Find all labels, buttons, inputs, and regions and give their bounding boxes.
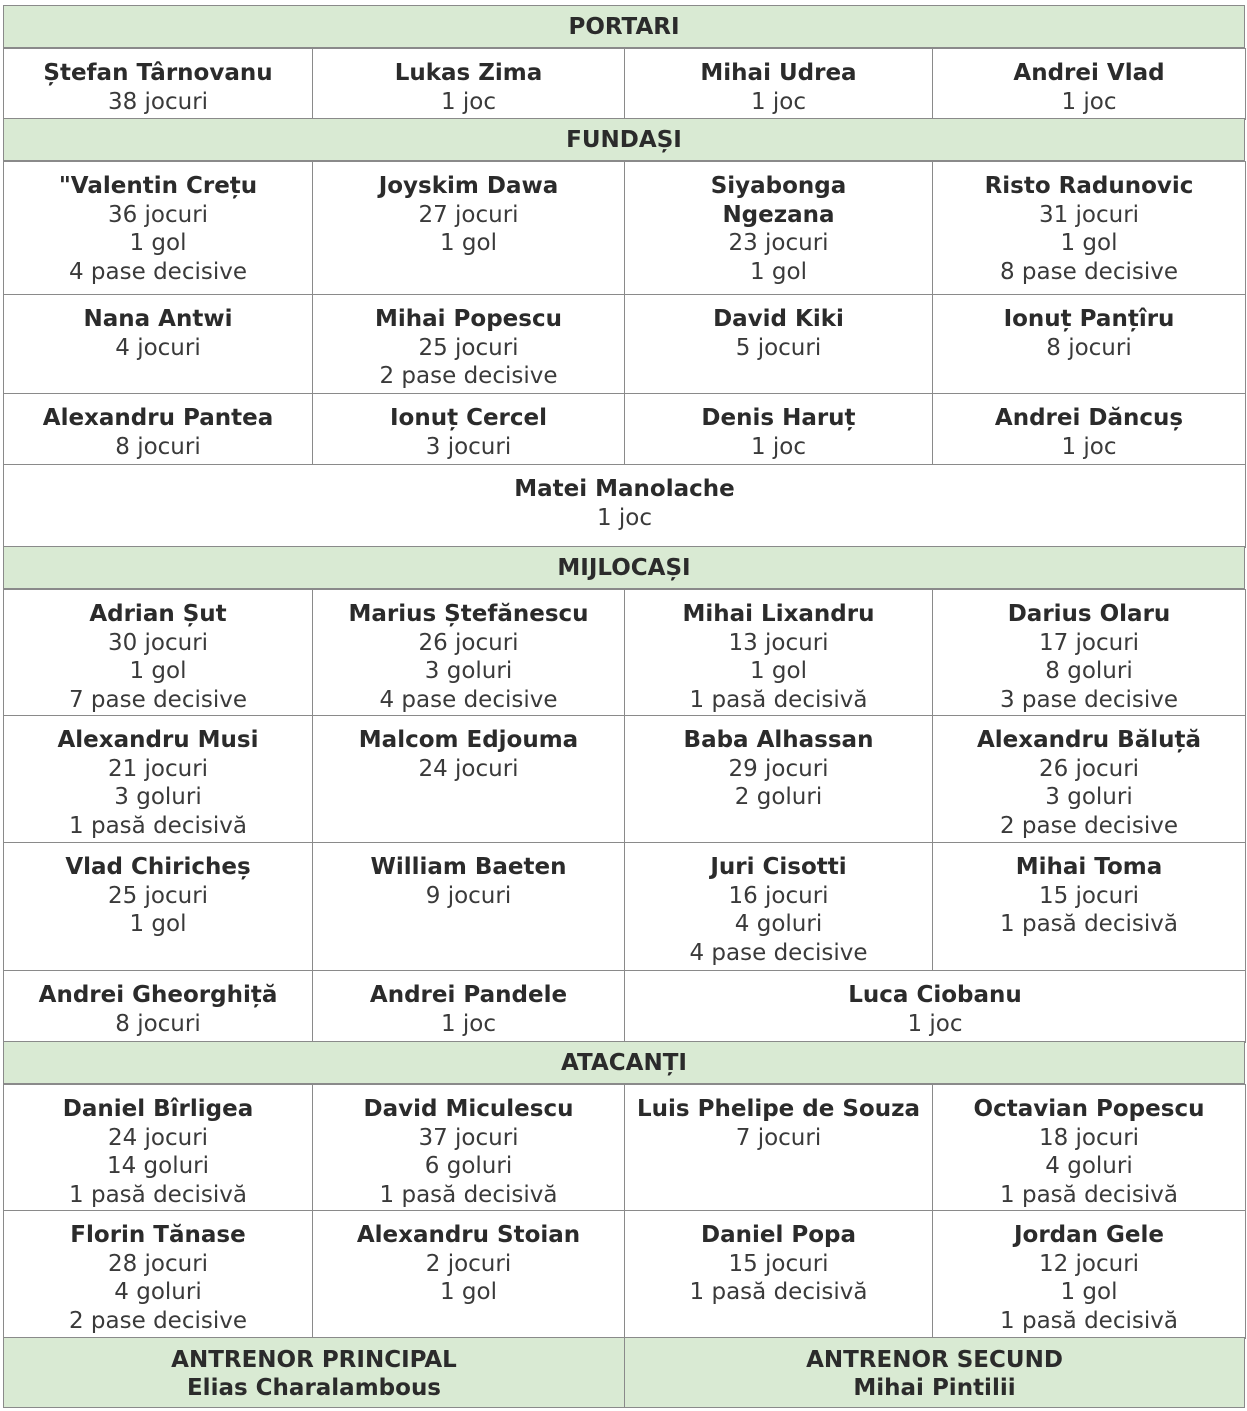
- player-stat: 25 jocuri: [418, 334, 519, 361]
- player-cell: [312, 970, 625, 1043]
- player-name: Nana Antwi: [83, 306, 233, 332]
- player-name: Adrian Șut: [89, 601, 227, 627]
- player-stat: 18 jocuri: [1038, 1124, 1140, 1151]
- player-stat: 1 joc: [1061, 88, 1117, 115]
- section-header-fundasi: [3, 118, 1245, 161]
- player-cell: [312, 161, 625, 296]
- player-stat: 38 jocuri: [107, 88, 209, 115]
- player-stat: 1 joc: [750, 88, 807, 115]
- player-cell: [3, 715, 313, 844]
- player-stat: 3 jocuri: [425, 433, 512, 460]
- player-name: Alexandru Băluță: [976, 727, 1202, 753]
- player-name: Daniel Popa: [700, 1222, 856, 1248]
- player-stat: 1 gol: [1060, 1279, 1118, 1305]
- player-stat: 4 jocuri: [115, 334, 201, 361]
- player-stat: 1 joc: [1061, 433, 1117, 460]
- player-stat: 36 jocuri: [107, 201, 209, 228]
- player-stat: 1 gol: [129, 658, 187, 684]
- player-stat: 24 jocuri: [418, 755, 519, 782]
- player-name: Alexandru Musi: [57, 727, 259, 753]
- player-stat: 1 joc: [750, 433, 807, 460]
- player-stat: 23 jocuri: [728, 230, 829, 256]
- player-cell: [312, 294, 625, 395]
- player-cell: [3, 842, 313, 972]
- player-stat: 5 jocuri: [735, 334, 822, 361]
- player-name: Andrei Pandele: [369, 982, 568, 1008]
- player-name: William Baeten: [370, 854, 567, 880]
- player-name: Andrei Dăncuș: [994, 405, 1184, 431]
- player-stat: 1 gol: [439, 230, 497, 256]
- player-stat: 3 goluri: [424, 658, 513, 684]
- player-stat: 7 jocuri: [735, 1124, 822, 1151]
- player-stat: 4 goluri: [1045, 1153, 1133, 1179]
- player-name: Juri Cisotti: [710, 854, 847, 880]
- player-stat: 1 joc: [907, 1010, 963, 1037]
- player-stat: 8 pase decisive: [999, 258, 1178, 285]
- player-name: Denis Haruț: [701, 405, 856, 431]
- player-cell: [932, 294, 1246, 395]
- player-name: Mihai Toma: [1015, 854, 1163, 880]
- player-stat: 26 jocuri: [1038, 755, 1140, 782]
- section-header-mijlocasi: [3, 546, 1245, 589]
- player-cell: [624, 970, 1246, 1043]
- player-name: Joyskim Dawa: [378, 173, 559, 199]
- player-stat: 1 joc: [440, 88, 497, 115]
- player-stat: 1 pasă decisivă: [1000, 911, 1178, 937]
- section-header-portari: [3, 5, 1245, 48]
- player-name: Marius Ștefănescu: [348, 601, 589, 627]
- player-name: Risto Radunovic: [984, 173, 1194, 199]
- player-stat: 1 joc: [440, 1010, 497, 1037]
- player-stat: 1 pasă decisivă: [379, 1181, 558, 1208]
- player-name: Baba Alhassan: [683, 727, 874, 753]
- player-name: Mihai Lixandru: [682, 601, 875, 627]
- player-cell: [624, 1210, 933, 1339]
- player-stat: 1 joc: [596, 504, 653, 531]
- player-stat: 37 jocuri: [418, 1124, 519, 1151]
- player-cell: [624, 589, 933, 717]
- player-cell: [624, 842, 933, 972]
- player-stat: 2 pase decisive: [999, 812, 1178, 839]
- player-stat: 1 gol: [129, 911, 187, 937]
- player-stat: 24 jocuri: [107, 1124, 209, 1151]
- player-cell: [3, 161, 313, 296]
- player-name: Luis Phelipe de Souza: [637, 1096, 920, 1122]
- player-stat: 4 pase decisive: [689, 939, 868, 966]
- player-stat: 13 jocuri: [728, 629, 829, 656]
- player-stat: 6 goluri: [424, 1153, 513, 1179]
- player-name: Jordan Gele: [1013, 1222, 1165, 1248]
- player-stat: 15 jocuri: [728, 1250, 829, 1277]
- player-cell: [3, 464, 1246, 548]
- player-cell: [3, 48, 313, 120]
- player-name: Matei Manolache: [514, 476, 735, 502]
- player-stat: 2 pase decisive: [68, 1307, 247, 1334]
- coach-assistant-cell: [624, 1337, 1245, 1408]
- player-stat: 4 goluri: [114, 1279, 202, 1305]
- player-cell: [624, 1084, 933, 1212]
- coach-assistant-title: ANTRENOR SECUND: [806, 1347, 1063, 1373]
- player-cell: [312, 48, 625, 120]
- section-title: MIJLOCAȘI: [557, 554, 691, 581]
- player-stat: 1 pasă decisivă: [1000, 1307, 1178, 1334]
- player-cell: [624, 161, 933, 296]
- player-stat: 1 gol: [129, 230, 187, 256]
- player-stat: 26 jocuri: [418, 629, 519, 656]
- player-cell: [3, 1084, 313, 1212]
- player-cell: [932, 589, 1246, 717]
- player-name: Ștefan Târnovanu: [43, 60, 273, 86]
- player-cell: [932, 715, 1246, 844]
- player-name: Andrei Vlad: [1013, 60, 1165, 86]
- player-stat: 12 jocuri: [1038, 1250, 1140, 1277]
- player-name: Alexandru Pantea: [42, 405, 274, 431]
- player-cell: [3, 393, 313, 466]
- player-cell: [312, 589, 625, 717]
- player-stat: 1 pasă decisivă: [689, 1279, 868, 1305]
- player-name: Malcom Edjouma: [358, 727, 579, 753]
- player-cell: [932, 393, 1246, 466]
- player-stat: 17 jocuri: [1038, 629, 1140, 656]
- player-name: Siyabonga Ngezana: [710, 173, 847, 228]
- coach-assistant-name: Mihai Pintilii: [853, 1375, 1016, 1401]
- player-stat: 4 pase decisive: [68, 258, 247, 285]
- player-stat: 2 pase decisive: [379, 363, 558, 389]
- player-stat: 21 jocuri: [107, 755, 209, 782]
- player-name: Ionuț Cercel: [389, 405, 548, 431]
- player-name: Mihai Udrea: [700, 60, 857, 86]
- player-stat: 1 gol: [439, 1279, 497, 1305]
- coach-head-title: ANTRENOR PRINCIPAL: [171, 1347, 457, 1373]
- player-name: David Kiki: [713, 306, 844, 332]
- player-cell: [3, 294, 313, 395]
- player-cell: [932, 1084, 1246, 1212]
- player-name: Luca Ciobanu: [848, 982, 1022, 1008]
- player-name: Daniel Bîrligea: [62, 1096, 254, 1122]
- player-stat: 1 pasă decisivă: [69, 1181, 247, 1208]
- player-stat: 8 goluri: [1045, 658, 1133, 684]
- player-cell: [3, 589, 313, 717]
- player-name: Octavian Popescu: [973, 1096, 1205, 1122]
- player-cell: [312, 1084, 625, 1212]
- player-stat: 9 jocuri: [425, 882, 512, 909]
- player-name: Ionuț Panțîru: [1003, 306, 1175, 332]
- section-title: ATACANȚI: [561, 1049, 687, 1076]
- section-title: FUNDAȘI: [566, 126, 682, 153]
- section-header-atacanti: [3, 1041, 1245, 1084]
- player-cell: [932, 1210, 1246, 1339]
- player-stat: 16 jocuri: [728, 882, 829, 909]
- player-cell: [932, 842, 1246, 972]
- player-cell: [932, 48, 1246, 120]
- player-name: Florin Tănase: [70, 1222, 246, 1248]
- player-stat: 1 gol: [749, 258, 807, 285]
- player-stat: 1 pasă decisivă: [689, 686, 868, 713]
- player-stat: 15 jocuri: [1038, 882, 1140, 909]
- coach-head-name: Elias Charalambous: [186, 1375, 442, 1401]
- player-stat: 4 pase decisive: [379, 686, 558, 713]
- player-name: David Miculescu: [363, 1096, 574, 1122]
- player-stat: 4 goluri: [734, 911, 823, 937]
- player-stat: 30 jocuri: [107, 629, 209, 656]
- player-stat: 8 jocuri: [115, 433, 201, 460]
- player-stat: 3 goluri: [1045, 784, 1133, 810]
- player-name: Alexandru Stoian: [356, 1222, 581, 1248]
- player-stat: 3 pase decisive: [999, 686, 1178, 713]
- player-cell: [312, 715, 625, 844]
- player-stat: 8 jocuri: [115, 1010, 201, 1037]
- player-cell: [624, 48, 933, 120]
- player-stat: 1 pasă decisivă: [1000, 1181, 1178, 1208]
- section-title: PORTARI: [568, 13, 680, 40]
- player-cell: [624, 715, 933, 844]
- player-cell: [3, 1210, 313, 1339]
- player-name: Mihai Popescu: [375, 306, 562, 332]
- player-cell: [312, 393, 625, 466]
- player-stat: 28 jocuri: [107, 1250, 209, 1277]
- player-stat: 1 gol: [749, 658, 807, 684]
- player-stat: 14 goluri: [106, 1153, 210, 1179]
- player-cell: [3, 970, 313, 1043]
- player-cell: [624, 393, 933, 466]
- player-cell: [624, 294, 933, 395]
- player-stat: 2 jocuri: [425, 1250, 512, 1277]
- player-cell: [312, 1210, 625, 1339]
- player-name: Lukas Zima: [394, 60, 543, 86]
- player-stat: 8 jocuri: [1046, 334, 1132, 361]
- player-cell: [932, 161, 1246, 296]
- player-stat: 31 jocuri: [1038, 201, 1140, 228]
- player-stat: 29 jocuri: [728, 755, 829, 782]
- player-stat: 27 jocuri: [418, 201, 519, 228]
- player-name: Andrei Gheorghiță: [38, 982, 278, 1008]
- player-stat: 1 pasă decisivă: [69, 812, 247, 839]
- player-stat: 3 goluri: [114, 784, 202, 810]
- player-name: Vlad Chiricheș: [65, 854, 251, 880]
- coach-head-cell: [3, 1337, 625, 1408]
- player-cell: [312, 842, 625, 972]
- player-name: "Valentin Crețu: [58, 173, 258, 199]
- player-stat: 25 jocuri: [107, 882, 209, 909]
- player-stat: 1 gol: [1060, 230, 1118, 256]
- player-stat: 7 pase decisive: [68, 686, 247, 713]
- player-stat: 2 goluri: [734, 784, 823, 810]
- player-name: Darius Olaru: [1007, 601, 1171, 627]
